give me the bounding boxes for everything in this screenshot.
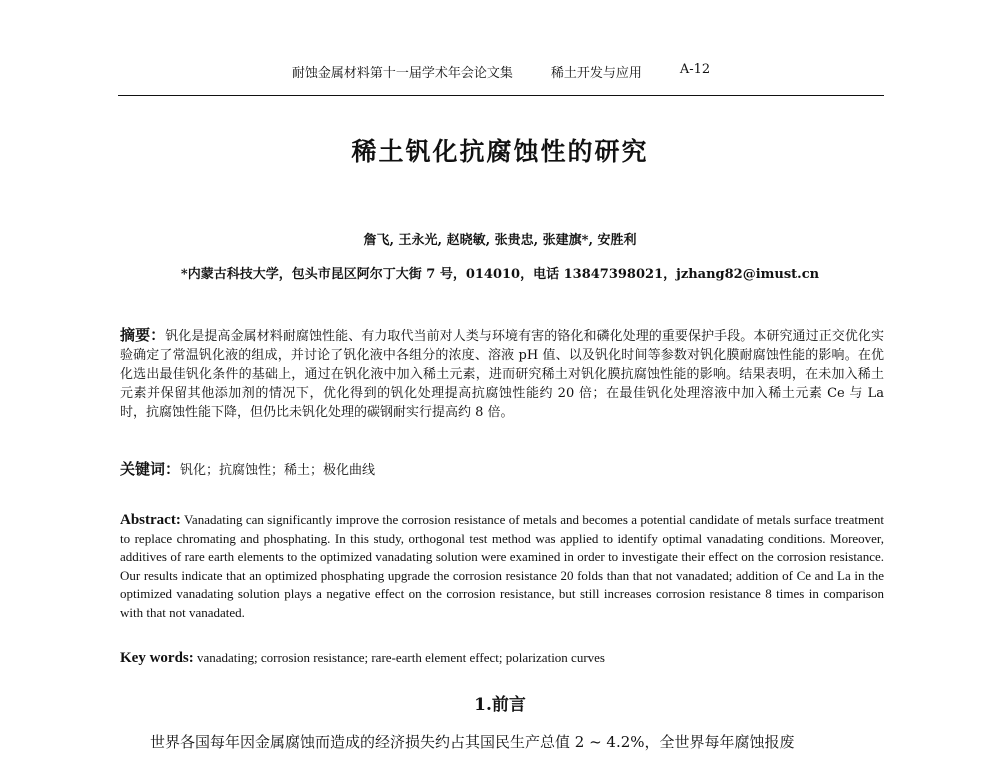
abstract-chinese <box>120 326 884 422</box>
introduction-text: 世界各国每年因金属腐蚀而造成的经济损失约占其国民生产总值 2 ~ 4.2%，全世界每年腐蚀报废 <box>150 733 795 751</box>
header-rule <box>118 95 884 96</box>
section-heading-introduction: 1.前言 <box>474 695 526 715</box>
affiliation: *内蒙古科技大学，包头市昆区阿尔丁大街 7 号，014010，电话 13847398021，jzhang82@imust.cn <box>180 267 820 282</box>
author-list: 詹飞, 王永光, 赵晓敏, 张贵忠, 张建旗*, 安胜利 <box>363 233 637 248</box>
abstract-en-text: Vanadating can significantly improve the corrosion resistance of metals and becomes a potential candidate of metals surface treatment to replace chromating and phosphating. In this study, orthogonal test method was applied to identify optimal vanadating conditions. Moreover, additives of rare earth elements to the optimized vanadating solution were examined in order to investigate their effect on the corrosion resistance. Our results indicate that an optimized phosphating upgrade the corrosion resistance 20 folds than that not vanadated; addition of Ce and La in the optimized vanadating solution plays a negative effect on the corrosion resistance, but still increases corrosion resistance 8 times in comparison with that not vanadated. <box>120 512 884 620</box>
paper-title: 稀土钒化抗腐蚀性的研究 <box>351 137 649 166</box>
header-page-code: A-12 <box>679 62 711 77</box>
abstract-english <box>120 511 884 622</box>
abstract-zh-text: 钒化是提高金属材料耐腐蚀性能、有力取代当前对人类与环境有害的铬化和磷化处理的重要保护手段。本研究通过正交优化实验确定了常温钒化液的组成，并讨论了钒化液中各组分的浓度、溶液 pH 值、以及钒化时间等参数对钒化膜耐腐蚀性能的影响。在优化选出最佳钒化条件的基础上，通过在钒化液中加入稀土元素，进而研究稀土对钒化膜抗腐蚀性能的影响。结果表明，在未加入稀土元素并保留其他添加剂的情况下，优化得到的钒化处理提高抗腐蚀性能约 20 倍；在最佳钒化处理溶液中加入稀土元素 Ce 与 La 时，抗腐蚀性能下降，但仍比未钒化处理的碳钢耐实行提高约 8 倍。 <box>120 329 884 420</box>
keywords-zh-label: 关键词： <box>120 460 181 478</box>
running-header <box>118 62 884 81</box>
keywords-en-label: Key words: <box>120 650 194 666</box>
keywords-en-text: vanadating; corrosion resistance; rare-earth element effect; polarization curves <box>197 650 605 665</box>
keywords-chinese <box>120 458 884 479</box>
header-section: 稀土开发与应用 <box>550 66 642 81</box>
abstract-zh-label: 摘要： <box>120 326 166 344</box>
introduction-paragraph <box>120 730 884 754</box>
abstract-en-label: Abstract: <box>120 512 181 528</box>
header-proceedings: 耐蚀金属材料第十一届学术年会论文集 <box>291 66 513 81</box>
keywords-english <box>120 650 884 667</box>
keywords-zh-text: 钒化；抗腐蚀性；稀土；极化曲线 <box>180 463 376 478</box>
